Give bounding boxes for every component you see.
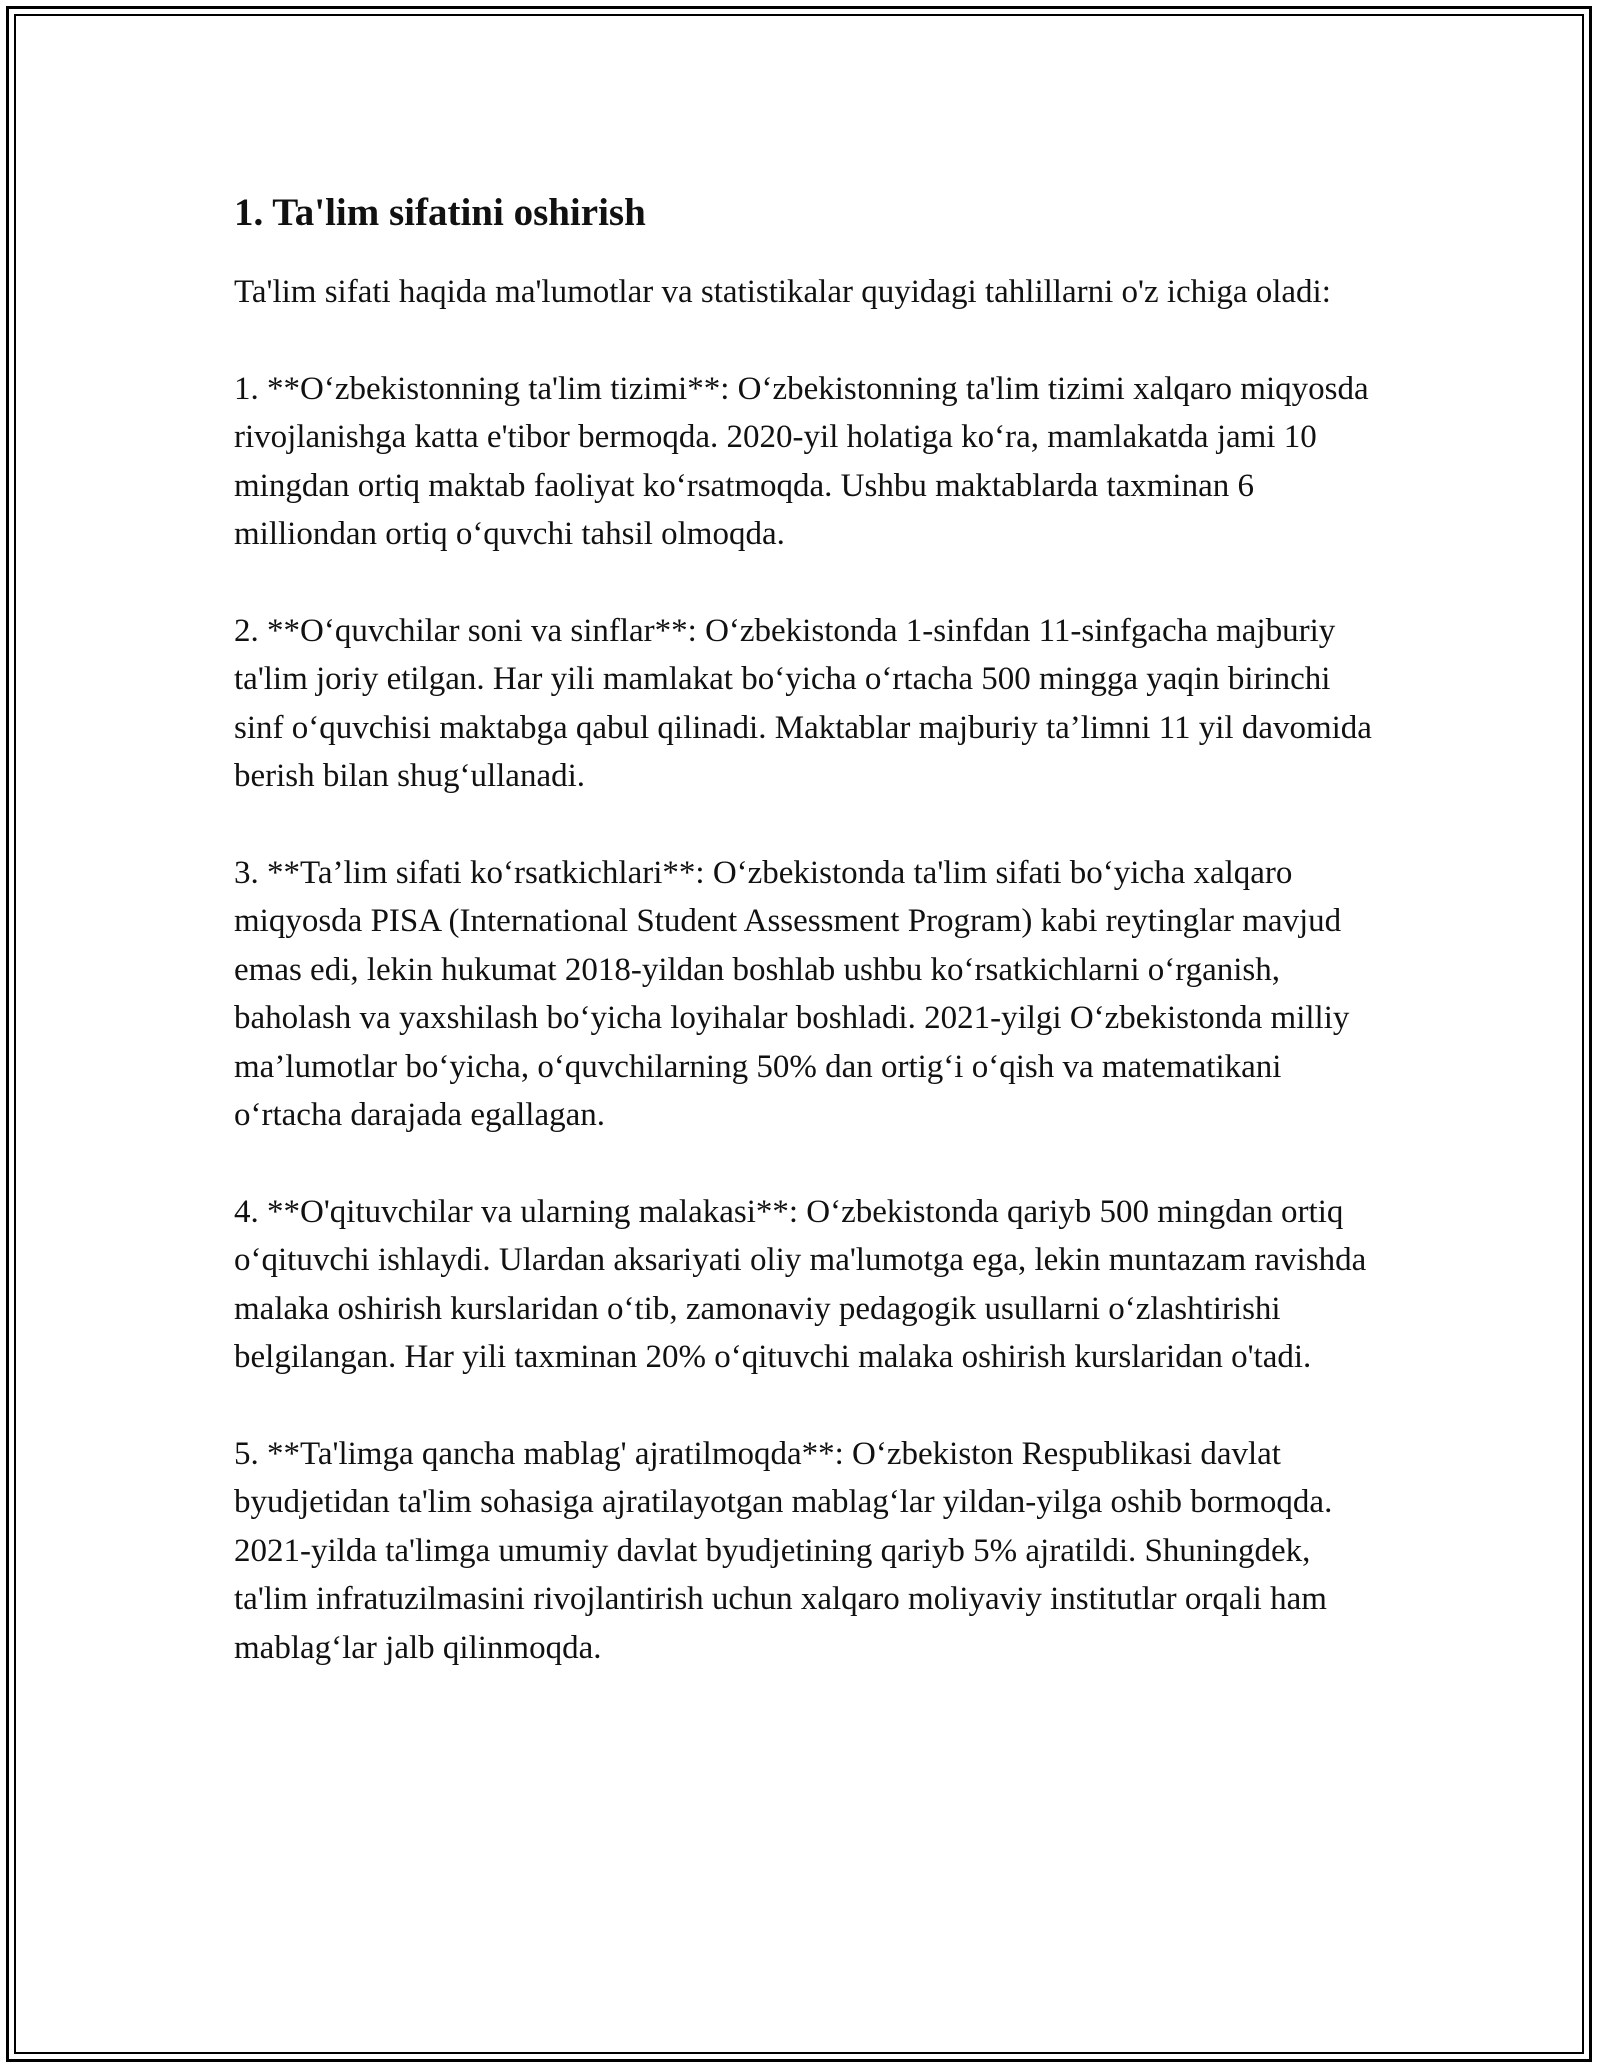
paragraph-students-classes: 2. **O‘quvchilar soni va sinflar**: O‘zbekistonda 1-sinfdan 11-sinfgacha majburiy ta'lim joriy etilgan. Har yili mamlakat bo‘yicha o‘rtacha 500 mingga yaqin birinchi sinf o‘quvchisi maktabga qabul qilinadi. Maktablar majburiy ta’limni 11 yil davomida berish bilan shug‘ullanadi. xyxy=(234,612,1372,794)
document-body xyxy=(234,188,1384,1720)
paragraph-education-system: 1. **O‘zbekistonning ta'lim tizimi**: O‘zbekistonning ta'lim tizimi xalqaro miqyosda rivojlanishga katta e'tibor bermoqda. 2020-yil holatiga ko‘ra, mamlakatda jami 10 mingdan ortiq maktab faoliyat ko‘rsatmoqda. Ushbu maktablarda taxminan 6 milliondan ortiq o‘quvchi tahsil olmoqda. xyxy=(234,370,1369,552)
intro-paragraph: Ta'lim sifati haqida ma'lumotlar va statistikalar quyidagi tahlillarni o'z ichiga oladi: xyxy=(234,274,1331,310)
paragraph-quality-indicators: 3. **Ta’lim sifati ko‘rsatkichlari**: O‘zbekistonda ta'lim sifati bo‘yicha xalqaro miqyosda PISA (International Student Assessment Program) kabi reytinglar mavjud emas edi, lekin hukumat 2018-yildan boshlab ushbu ko‘rsatkichlarni o‘rganish, baholash va yaxshilash bo‘yicha loyihalar boshladi. 2021-yilgi O‘zbekistonda milliy ma’lumotlar bo‘yicha, o‘quvchilarning 50% dan ortig‘i o‘qish va matematikani o‘rtacha darajada egallagan. xyxy=(234,854,1350,1133)
document-title: 1. Ta'lim sifatini oshirish xyxy=(234,191,646,234)
paragraph-funding: 5. **Ta'limga qancha mablag' ajratilmoqda**: O‘zbekiston Respublikasi davlat byudjetidan ta'lim sohasiga ajratilayotgan mablag‘lar yildan-yilga oshib bormoqda. 2021-yilda ta'limga umumiy davlat byudjetining qariyb 5% ajratildi. Shuningdek, ta'lim infratuzilmasini rivojlantirish uchun xalqaro moliyaviy institutlar orqali ham mablag‘lar jalb qilinmoqda. xyxy=(234,1435,1333,1666)
paragraph-teachers: 4. **O'qituvchilar va ularning malakasi**: O‘zbekistonda qariyb 500 mingdan ortiq o‘qituvchi ishlaydi. Ulardan aksariyati oliy ma'lumotga ega, lekin muntazam ravishda malaka oshirish kurslaridan o‘tib, zamonaviy pedagogik usullarni o‘zlashtirishi belgilangan. Har yili taxminan 20% o‘qituvchi malaka oshirish kurslaridan o'tadi. xyxy=(234,1193,1367,1375)
